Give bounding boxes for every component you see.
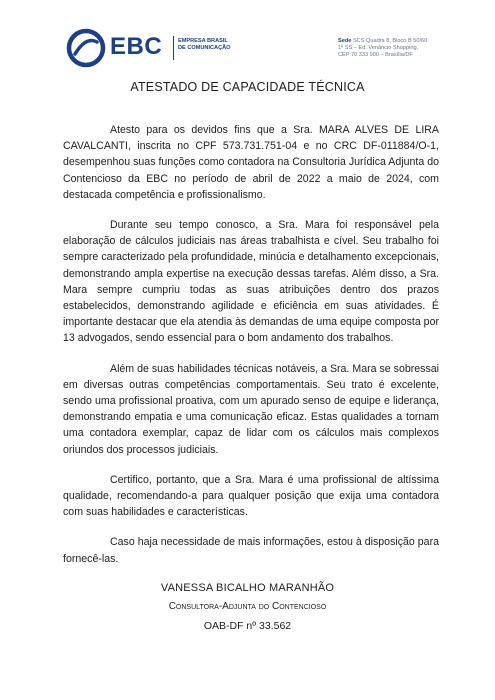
address-line1: SCS Quadra 8, Bloco B 50/60	[352, 38, 428, 44]
logo-subtitle-line2: DE COMUNICAÇÃO	[178, 45, 231, 51]
paragraph: Caso haja necessidade de mais informações, estou à disposição para fornecê-las.	[63, 536, 439, 565]
paragraph: Durante seu tempo conosco, a Sra. Mara foi responsável pela elaboração de cálculos judiciais nas áreas trabalhista e cível. Seu trabalho foi sempre caracterizado pela profundidade, minúcia e detalhamento excepcionais, demonstrando ampla expertise na execução dessas tarefas. Além disso, a Sra. Mara sempre cumpriu todas as suas atribuições dentro dos prazos estabelecidos, demonstrando agilidade e eficiência em suas atividades. É importante destacar que ela atendia às demandas de uma equipe composta por 13 advogados, sendo essencial para o bom andamento dos trabalhos.	[63, 219, 439, 345]
address-label: Sede	[338, 38, 352, 44]
letterhead	[0, 0, 495, 75]
paragraph: Atesto para os devidos fins que a Sra. MARA ALVES DE LIRA CAVALCANTI, inscrita no CPF 573.731.751-04 e no CRC DF-011884/O-1, desempenhou suas funções como contadora na Consultoria Jurídica Adjunta do Contencioso da EBC no período de abril de 2022 a maio de 2024, com destacada competência e profissionalismo.	[63, 124, 439, 201]
document-title: ATESTADO DE CAPACIDADE TÉCNICA	[130, 80, 365, 94]
signer-name: VANESSA BICALHO MARANHÃO	[160, 582, 335, 594]
headquarters-address	[338, 38, 448, 60]
paragraph: Além de suas habilidades técnicas notáveis, a Sra. Mara se sobressai em diversas outras competências comportamentais. Seu trato é excelente, sendo uma profissional proativa, com um apurado senso de equipe e liderança, demonstrando empatia e uma comunicação eficaz. Estas qualidades a tornam uma contadora exemplar, capaz de lidar com os cálculos mais complexos oriundos dos processos judiciais.	[63, 362, 439, 456]
logo-text: EBC	[110, 33, 163, 60]
paragraph: Certifico, portanto, que a Sra. Mara é uma profissional de altíssima qualidade, recomendando-a para qualquer posição que exija uma contadora com suas habilidades e características.	[63, 473, 439, 519]
signature-block	[0, 582, 495, 632]
address-line2: 1º SS – Ed. Venâncio Shopping,	[338, 45, 419, 52]
logo-divider	[173, 36, 174, 60]
signer-role: Consultora-Adjunta do Contencioso	[168, 601, 327, 612]
document-body	[63, 122, 439, 581]
ebc-logo-icon	[66, 28, 106, 68]
signer-registration: OAB-DF nº 33.562	[203, 620, 292, 632]
address-line3: CEP 70 333 900 – Brasília/DF	[338, 52, 413, 59]
ebc-logo	[66, 28, 231, 68]
logo-subtitle	[178, 38, 238, 52]
logo-subtitle-line1: EMPRESA BRASIL	[178, 38, 228, 44]
